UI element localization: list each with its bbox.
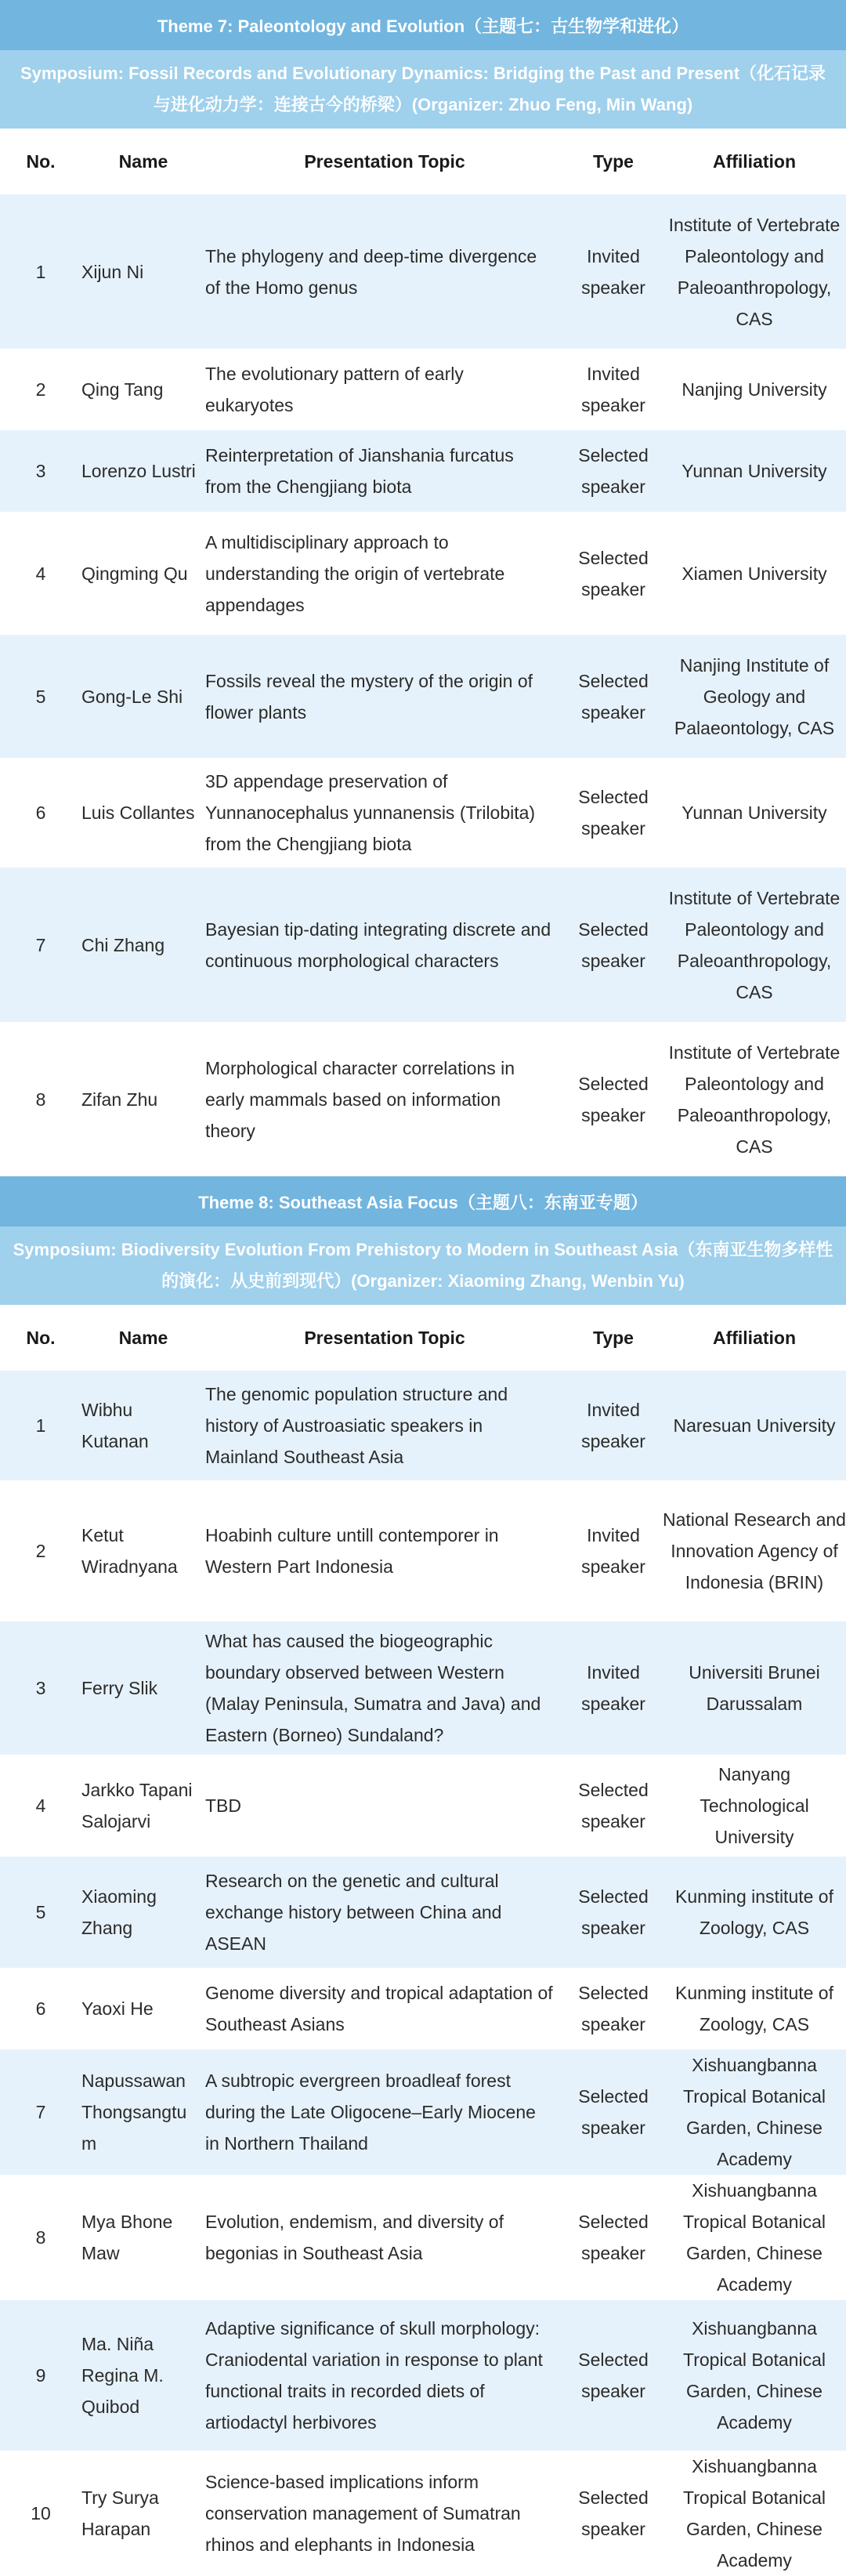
row-topic: The evolutionary pattern of early eukaryotes bbox=[205, 364, 464, 415]
row-affiliation: Institute of Vertebrate Paleontology and Paleoanthropology, CAS bbox=[668, 1042, 841, 1157]
row-name: Qingming Qu bbox=[81, 563, 188, 584]
table-row bbox=[0, 430, 846, 512]
row-no: 3 bbox=[35, 1678, 46, 1698]
row-affiliation: Universiti Brunei Darussalam bbox=[689, 1662, 820, 1714]
header-no: No. bbox=[26, 150, 56, 172]
table-row bbox=[0, 635, 846, 758]
row-type: Selected speaker bbox=[578, 1780, 649, 1831]
row-topic: What has caused the biogeographic boundary observed between Western (Malay Peninsula, Sumatra and Java) and Eastern (Borneo) Sundaland? bbox=[205, 1631, 541, 1745]
row-affiliation: Institute of Vertebrate Paleontology and Paleoanthropology, CAS bbox=[668, 214, 841, 329]
row-affiliation: Xishuangbanna Tropical Botanical Garden, Chinese Academy bbox=[683, 2180, 826, 2295]
row-no: 2 bbox=[35, 379, 46, 400]
row-name: Wibhu Kutanan bbox=[81, 1400, 149, 1451]
row-no: 2 bbox=[35, 1541, 46, 1561]
row-name: Gong-Le Shi bbox=[81, 686, 183, 707]
row-topic: Research on the genetic and cultural exchange history between China and ASEAN bbox=[205, 1871, 502, 1954]
row-name: Zifan Zhu bbox=[81, 1089, 158, 1110]
row-topic: A subtropic evergreen broadleaf forest during the Late Oligocene–Early Miocene in Northern Thailand bbox=[205, 2071, 536, 2154]
row-topic: Fossils reveal the mystery of the origin of flower plants bbox=[205, 670, 533, 723]
row-topic: A multidisciplinary approach to understanding the origin of vertebrate appendages bbox=[205, 531, 505, 615]
row-no: 7 bbox=[35, 934, 46, 955]
row-affiliation: Xishuangbanna Tropical Botanical Garden, Chinese Academy bbox=[683, 2318, 826, 2433]
row-topic: Science-based implications inform conservation management of Sumatran rhinos and elephants in Indonesia bbox=[205, 2472, 521, 2555]
row-affiliation: Nanyang Technological University bbox=[700, 1764, 809, 1847]
row-no: 7 bbox=[35, 2102, 46, 2122]
row-type: Selected speaker bbox=[578, 2212, 649, 2263]
header-affiliation: Affiliation bbox=[712, 150, 797, 172]
table-header bbox=[0, 129, 846, 194]
row-type: Selected speaker bbox=[578, 1073, 649, 1125]
table-row bbox=[0, 1480, 846, 1621]
row-no: 3 bbox=[35, 461, 46, 481]
table-row bbox=[0, 2175, 846, 2300]
row-name: Lorenzo Lustri bbox=[81, 461, 196, 481]
row-name: Try Surya Harapan bbox=[81, 2487, 159, 2539]
table-row bbox=[0, 194, 846, 349]
row-type: Selected speaker bbox=[578, 918, 649, 971]
row-topic: Evolution, endemism, and diversity of begonias in Southeast Asia bbox=[205, 2212, 504, 2263]
table-row bbox=[0, 1968, 846, 2049]
row-affiliation: Naresuan University bbox=[673, 1415, 836, 1436]
row-name: Luis Collantes bbox=[81, 803, 195, 823]
symposium-title: Symposium: Fossil Records and Evolutionary Dynamics: Bridging the Past and Present（化石记录与进化动力学：连接古今的桥梁）(Organizer: Zhuo Feng, Min Wang) bbox=[0, 50, 846, 129]
row-affiliation: Xishuangbanna Tropical Botanical Garden, Chinese Academy bbox=[683, 2055, 826, 2169]
table-row bbox=[0, 758, 846, 868]
row-affiliation: Yunnan University bbox=[682, 803, 827, 823]
row-type: Selected speaker bbox=[578, 670, 649, 723]
row-name: Ferry Slik bbox=[81, 1678, 158, 1698]
theme-title: Theme 8: Southeast Asia Focus（主题八：东南亚专题） bbox=[0, 1176, 846, 1226]
row-topic: Reinterpretation of Jianshania furcatus from the Chengjiang biota bbox=[205, 445, 514, 497]
row-type: Invited speaker bbox=[581, 1525, 645, 1577]
row-affiliation: Institute of Vertebrate Paleontology and Paleoanthropology, CAS bbox=[668, 887, 841, 1002]
row-no: 6 bbox=[35, 1998, 46, 2019]
row-type: Invited speaker bbox=[581, 364, 645, 415]
row-type: Selected speaker bbox=[578, 547, 649, 600]
row-name: Xiaoming Zhang bbox=[81, 1886, 157, 1938]
header-no: No. bbox=[26, 1327, 56, 1348]
row-no: 5 bbox=[35, 686, 46, 707]
row-type: Selected speaker bbox=[578, 787, 649, 839]
row-affiliation: Yunnan University bbox=[682, 461, 827, 481]
row-topic: The genomic population structure and history of Austroasiatic speakers in Mainland Southeast Asia bbox=[205, 1384, 508, 1467]
row-no: 1 bbox=[35, 1415, 46, 1436]
row-affiliation: National Research and Innovation Agency of Indonesia (BRIN) bbox=[663, 1509, 846, 1592]
row-affiliation: Kunming institute of Zoology, CAS bbox=[674, 1886, 833, 1938]
table-row bbox=[0, 1857, 846, 1968]
header-type: Type bbox=[593, 1327, 634, 1348]
row-type: Invited speaker bbox=[581, 1662, 645, 1714]
row-name: Chi Zhang bbox=[81, 934, 165, 955]
row-topic: Hoabinh culture untill contemporer in Western Part Indonesia bbox=[205, 1525, 499, 1577]
row-topic: Genome diversity and tropical adaptation of Southeast Asians bbox=[205, 1983, 553, 2034]
table-row bbox=[0, 2049, 846, 2175]
table-row bbox=[0, 2451, 846, 2576]
header-topic: Presentation Topic bbox=[304, 1327, 465, 1348]
table-row bbox=[0, 868, 846, 1022]
row-no: 4 bbox=[35, 1795, 46, 1816]
row-topic: Adaptive significance of skull morphology: Craniodental variation in response to plant functional traits in recorded diets of artiodactyl herbivores bbox=[205, 2318, 543, 2433]
row-no: 10 bbox=[31, 2503, 51, 2523]
table-row bbox=[0, 1755, 846, 1857]
row-no: 8 bbox=[35, 2227, 46, 2248]
row-type: Selected speaker bbox=[578, 2487, 649, 2539]
table-row bbox=[0, 1022, 846, 1176]
row-name: Mya Bhone Maw bbox=[81, 2212, 173, 2263]
row-affiliation: Nanjing Institute of Geology and Palaeontology, CAS bbox=[674, 654, 835, 738]
row-topic: The phylogeny and deep-time divergence of the Homo genus bbox=[205, 245, 537, 298]
row-type: Invited speaker bbox=[581, 1400, 645, 1451]
row-no: 1 bbox=[35, 261, 46, 282]
row-affiliation: Xiamen University bbox=[682, 563, 827, 584]
row-affiliation: Kunming institute of Zoology, CAS bbox=[674, 1983, 833, 2034]
row-topic: Bayesian tip-dating integrating discrete and continuous morphological characters bbox=[205, 918, 551, 971]
row-name: Napussawan Thongsangtum bbox=[81, 2071, 187, 2154]
symposium-title: Symposium: Biodiversity Evolution From Prehistory to Modern in Southeast Asia（东南亚生物多样性的演化：从史前到现代）(Organizer: Xiaoming Zhang, Wenbin Yu) bbox=[0, 1226, 846, 1305]
row-topic: TBD bbox=[205, 1795, 241, 1816]
table-row bbox=[0, 1371, 846, 1480]
row-name: Qing Tang bbox=[81, 379, 164, 400]
theme-title: Theme 7: Paleontology and Evolution（主题七：古生物学和进化） bbox=[0, 0, 846, 50]
theme-section bbox=[0, 1176, 846, 2576]
row-name: Yaoxi He bbox=[81, 1998, 154, 2019]
row-name: Xijun Ni bbox=[81, 261, 144, 282]
table-header bbox=[0, 1305, 846, 1371]
header-topic: Presentation Topic bbox=[304, 150, 465, 172]
row-type: Selected speaker bbox=[578, 1886, 649, 1938]
row-type: Selected speaker bbox=[578, 445, 649, 497]
header-name: Name bbox=[118, 1327, 168, 1348]
row-name: Ma. Niña Regina M. Quibod bbox=[81, 2334, 164, 2417]
row-type: Invited speaker bbox=[581, 245, 645, 298]
table-row bbox=[0, 512, 846, 635]
row-no: 9 bbox=[35, 2365, 46, 2386]
row-affiliation: Nanjing University bbox=[682, 379, 827, 400]
row-no: 5 bbox=[35, 1902, 46, 1922]
row-affiliation: Xishuangbanna Tropical Botanical Garden, Chinese Academy bbox=[683, 2456, 826, 2571]
table-row bbox=[0, 2300, 846, 2451]
header-type: Type bbox=[593, 150, 634, 172]
table-row bbox=[0, 349, 846, 430]
row-no: 8 bbox=[35, 1089, 46, 1110]
row-no: 4 bbox=[35, 563, 46, 584]
row-topic: Morphological character correlations in early mammals based on information theory bbox=[205, 1057, 515, 1141]
row-topic: 3D appendage preservation of Yunnanocephalus yunnanensis (Trilobita) from the Chengjiang biota bbox=[205, 771, 536, 854]
row-type: Selected speaker bbox=[578, 2350, 649, 2401]
header-name: Name bbox=[118, 150, 168, 172]
row-name: Ketut Wiradnyana bbox=[81, 1525, 178, 1577]
row-type: Selected speaker bbox=[578, 2086, 649, 2138]
table-row bbox=[0, 1621, 846, 1755]
row-no: 6 bbox=[35, 803, 46, 823]
row-type: Selected speaker bbox=[578, 1983, 649, 2034]
theme-section bbox=[0, 0, 846, 1176]
header-affiliation: Affiliation bbox=[712, 1327, 797, 1348]
row-name: Jarkko Tapani Salojarvi bbox=[81, 1780, 193, 1831]
